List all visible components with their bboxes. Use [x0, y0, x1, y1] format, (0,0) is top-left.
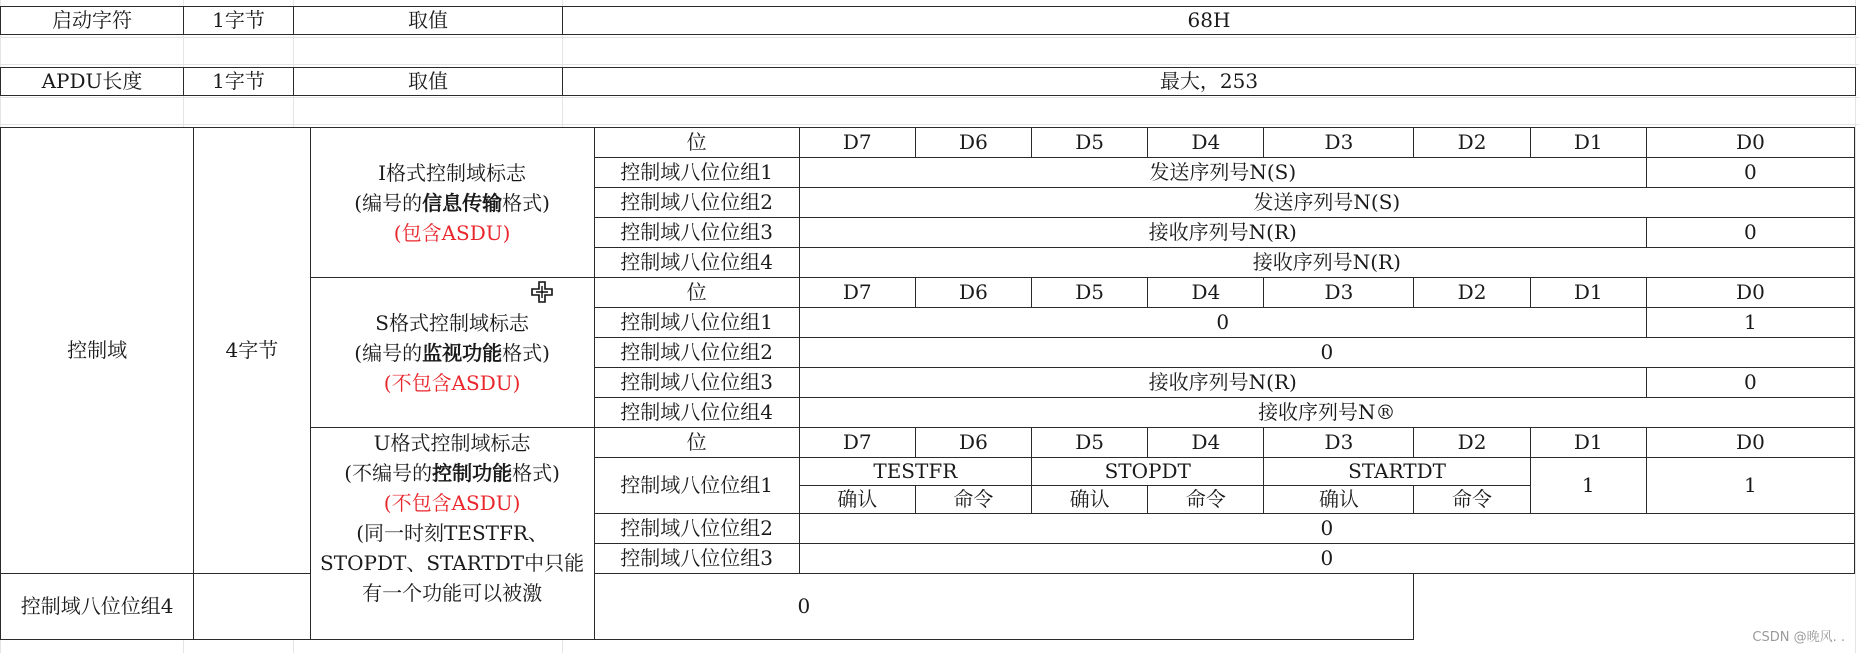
bit-header-cell[interactable]: D6	[915, 428, 1031, 458]
function-stopdt[interactable]: STOPDT	[1032, 458, 1264, 486]
cell-size[interactable]: 1字节	[184, 68, 294, 96]
sub-command[interactable]: 命令	[1414, 486, 1530, 514]
bit-header-cell[interactable]: D6	[915, 128, 1031, 158]
i-format-title: I格式控制域标志	[378, 160, 527, 185]
octet-value[interactable]: 0	[799, 308, 1646, 338]
control-field-label[interactable]: 控制域	[1, 128, 194, 574]
sub-command[interactable]: 命令	[1148, 486, 1264, 514]
control-field-table	[0, 127, 1855, 640]
bit-header-cell[interactable]: 位	[594, 128, 799, 158]
cell-value[interactable]: 68H	[563, 7, 1856, 35]
bit-header-cell[interactable]: D1	[1530, 428, 1646, 458]
bit-header-cell[interactable]: D0	[1646, 428, 1854, 458]
octet-name[interactable]: 控制域八位位组2	[594, 188, 799, 218]
control-field-size[interactable]: 4字节	[194, 128, 310, 574]
cell-value[interactable]: 最大，253	[563, 68, 1856, 96]
bit-header-cell[interactable]: D4	[1148, 428, 1264, 458]
octet-name[interactable]: 控制域八位位组3	[594, 368, 799, 398]
bit-header-cell[interactable]: D4	[1148, 128, 1264, 158]
table-row	[1, 574, 1855, 640]
table-row	[1, 7, 1856, 35]
bit-header-cell[interactable]: D3	[1264, 128, 1414, 158]
octet-value[interactable]: 接收序列号N(R)	[799, 248, 1854, 278]
bit-header-cell[interactable]: D2	[1414, 428, 1530, 458]
octet-value[interactable]: 0	[799, 338, 1854, 368]
bit-header-cell[interactable]: D2	[1414, 278, 1530, 308]
sub-confirm[interactable]: 确认	[1264, 486, 1414, 514]
octet-value[interactable]: 接收序列号N(R)	[799, 218, 1646, 248]
octet-name[interactable]: 控制域八位位组2	[594, 514, 799, 544]
bit-header-cell[interactable]: D0	[1646, 278, 1854, 308]
bit-header-cell[interactable]: D4	[1148, 278, 1264, 308]
cell-label[interactable]: 启动字符	[1, 7, 184, 35]
octet-value[interactable]: 发送序列号N(S)	[799, 158, 1646, 188]
u-format-note: (不包含ASDU)	[383, 491, 521, 515]
octet-d0[interactable]: 0	[1646, 158, 1854, 188]
function-startdt[interactable]: STARTDT	[1264, 458, 1530, 486]
octet-name[interactable]: 控制域八位位组1	[594, 458, 799, 514]
octet-name[interactable]: 控制域八位位组1	[594, 158, 799, 188]
octet-value[interactable]: 接收序列号N(R)	[799, 368, 1646, 398]
bit-header-cell[interactable]: 位	[594, 278, 799, 308]
octet-name[interactable]: 控制域八位位组4	[594, 398, 799, 428]
table-row	[1, 68, 1856, 96]
sub-confirm[interactable]: 确认	[799, 486, 915, 514]
bit-header-cell[interactable]: D7	[799, 128, 915, 158]
bit-header-cell[interactable]: D3	[1264, 278, 1414, 308]
cell-kind[interactable]: 取值	[294, 68, 563, 96]
octet-value[interactable]: 接收序列号N®	[799, 398, 1854, 428]
octet-d0[interactable]: 0	[1646, 218, 1854, 248]
sub-command[interactable]: 命令	[915, 486, 1031, 514]
octet-value[interactable]: 0	[194, 574, 1414, 640]
octet-d0[interactable]: 0	[1646, 368, 1854, 398]
sub-confirm[interactable]: 确认	[1032, 486, 1148, 514]
bit-header-cell[interactable]: D5	[1032, 278, 1148, 308]
octet-value[interactable]: 0	[799, 544, 1854, 574]
bit-header-cell[interactable]: D5	[1032, 428, 1148, 458]
function-testfr[interactable]: TESTFR	[799, 458, 1031, 486]
octet-name[interactable]: 控制域八位位组4	[1, 574, 194, 640]
octet-d0[interactable]: 1	[1646, 458, 1854, 514]
s-format-subtitle: (编号的监视功能格式)	[354, 340, 550, 365]
octet-value[interactable]: 发送序列号N(S)	[799, 188, 1854, 218]
bit-header-cell[interactable]: D5	[1032, 128, 1148, 158]
s-format-note: (不包含ASDU)	[383, 370, 521, 395]
grid-line	[0, 97, 1859, 98]
octet-name[interactable]: 控制域八位位组4	[594, 248, 799, 278]
i-format-note: (包含ASDU)	[393, 220, 511, 245]
table-row	[1, 128, 1855, 158]
bit-header-cell[interactable]: D1	[1530, 128, 1646, 158]
apdu-length-table	[0, 67, 1856, 96]
octet-d0[interactable]: 1	[1646, 308, 1854, 338]
u-format-extra: (同一时刻TESTFR、STOPDT、STARTDT中只能有一个功能可以被激	[320, 521, 585, 605]
s-format-title: S格式控制域标志	[375, 310, 529, 335]
bit-header-cell[interactable]: 位	[594, 428, 799, 458]
bit-header-cell[interactable]: D0	[1646, 128, 1854, 158]
start-char-table	[0, 6, 1856, 35]
watermark: CSDN @晚风. .	[1752, 630, 1845, 645]
u-format-title: U格式控制域标志	[373, 431, 531, 455]
octet-name[interactable]: 控制域八位位组1	[594, 308, 799, 338]
grid-line	[0, 37, 1859, 38]
grid-line	[0, 64, 1859, 65]
octet-name[interactable]: 控制域八位位组2	[594, 338, 799, 368]
bit-header-cell[interactable]: D2	[1414, 128, 1530, 158]
octet-name[interactable]: 控制域八位位组3	[594, 544, 799, 574]
cell-kind[interactable]: 取值	[294, 7, 563, 35]
cell-size[interactable]: 1字节	[184, 7, 294, 35]
octet-d1[interactable]: 1	[1530, 458, 1646, 514]
bit-header-cell[interactable]: D7	[799, 428, 915, 458]
octet-value[interactable]: 0	[799, 514, 1854, 544]
i-format-desc[interactable]	[310, 128, 594, 278]
cell-label[interactable]: APDU长度	[1, 68, 184, 96]
move-cursor-icon	[531, 281, 553, 303]
bit-header-cell[interactable]: D1	[1530, 278, 1646, 308]
bit-header-cell[interactable]: D3	[1264, 428, 1414, 458]
bit-header-cell[interactable]: D7	[799, 278, 915, 308]
u-format-subtitle: (不编号的控制功能格式)	[344, 461, 560, 485]
i-format-subtitle: (编号的信息传输格式)	[354, 190, 550, 215]
bit-header-cell[interactable]: D6	[915, 278, 1031, 308]
octet-name[interactable]: 控制域八位位组3	[594, 218, 799, 248]
grid-line	[0, 124, 1859, 125]
